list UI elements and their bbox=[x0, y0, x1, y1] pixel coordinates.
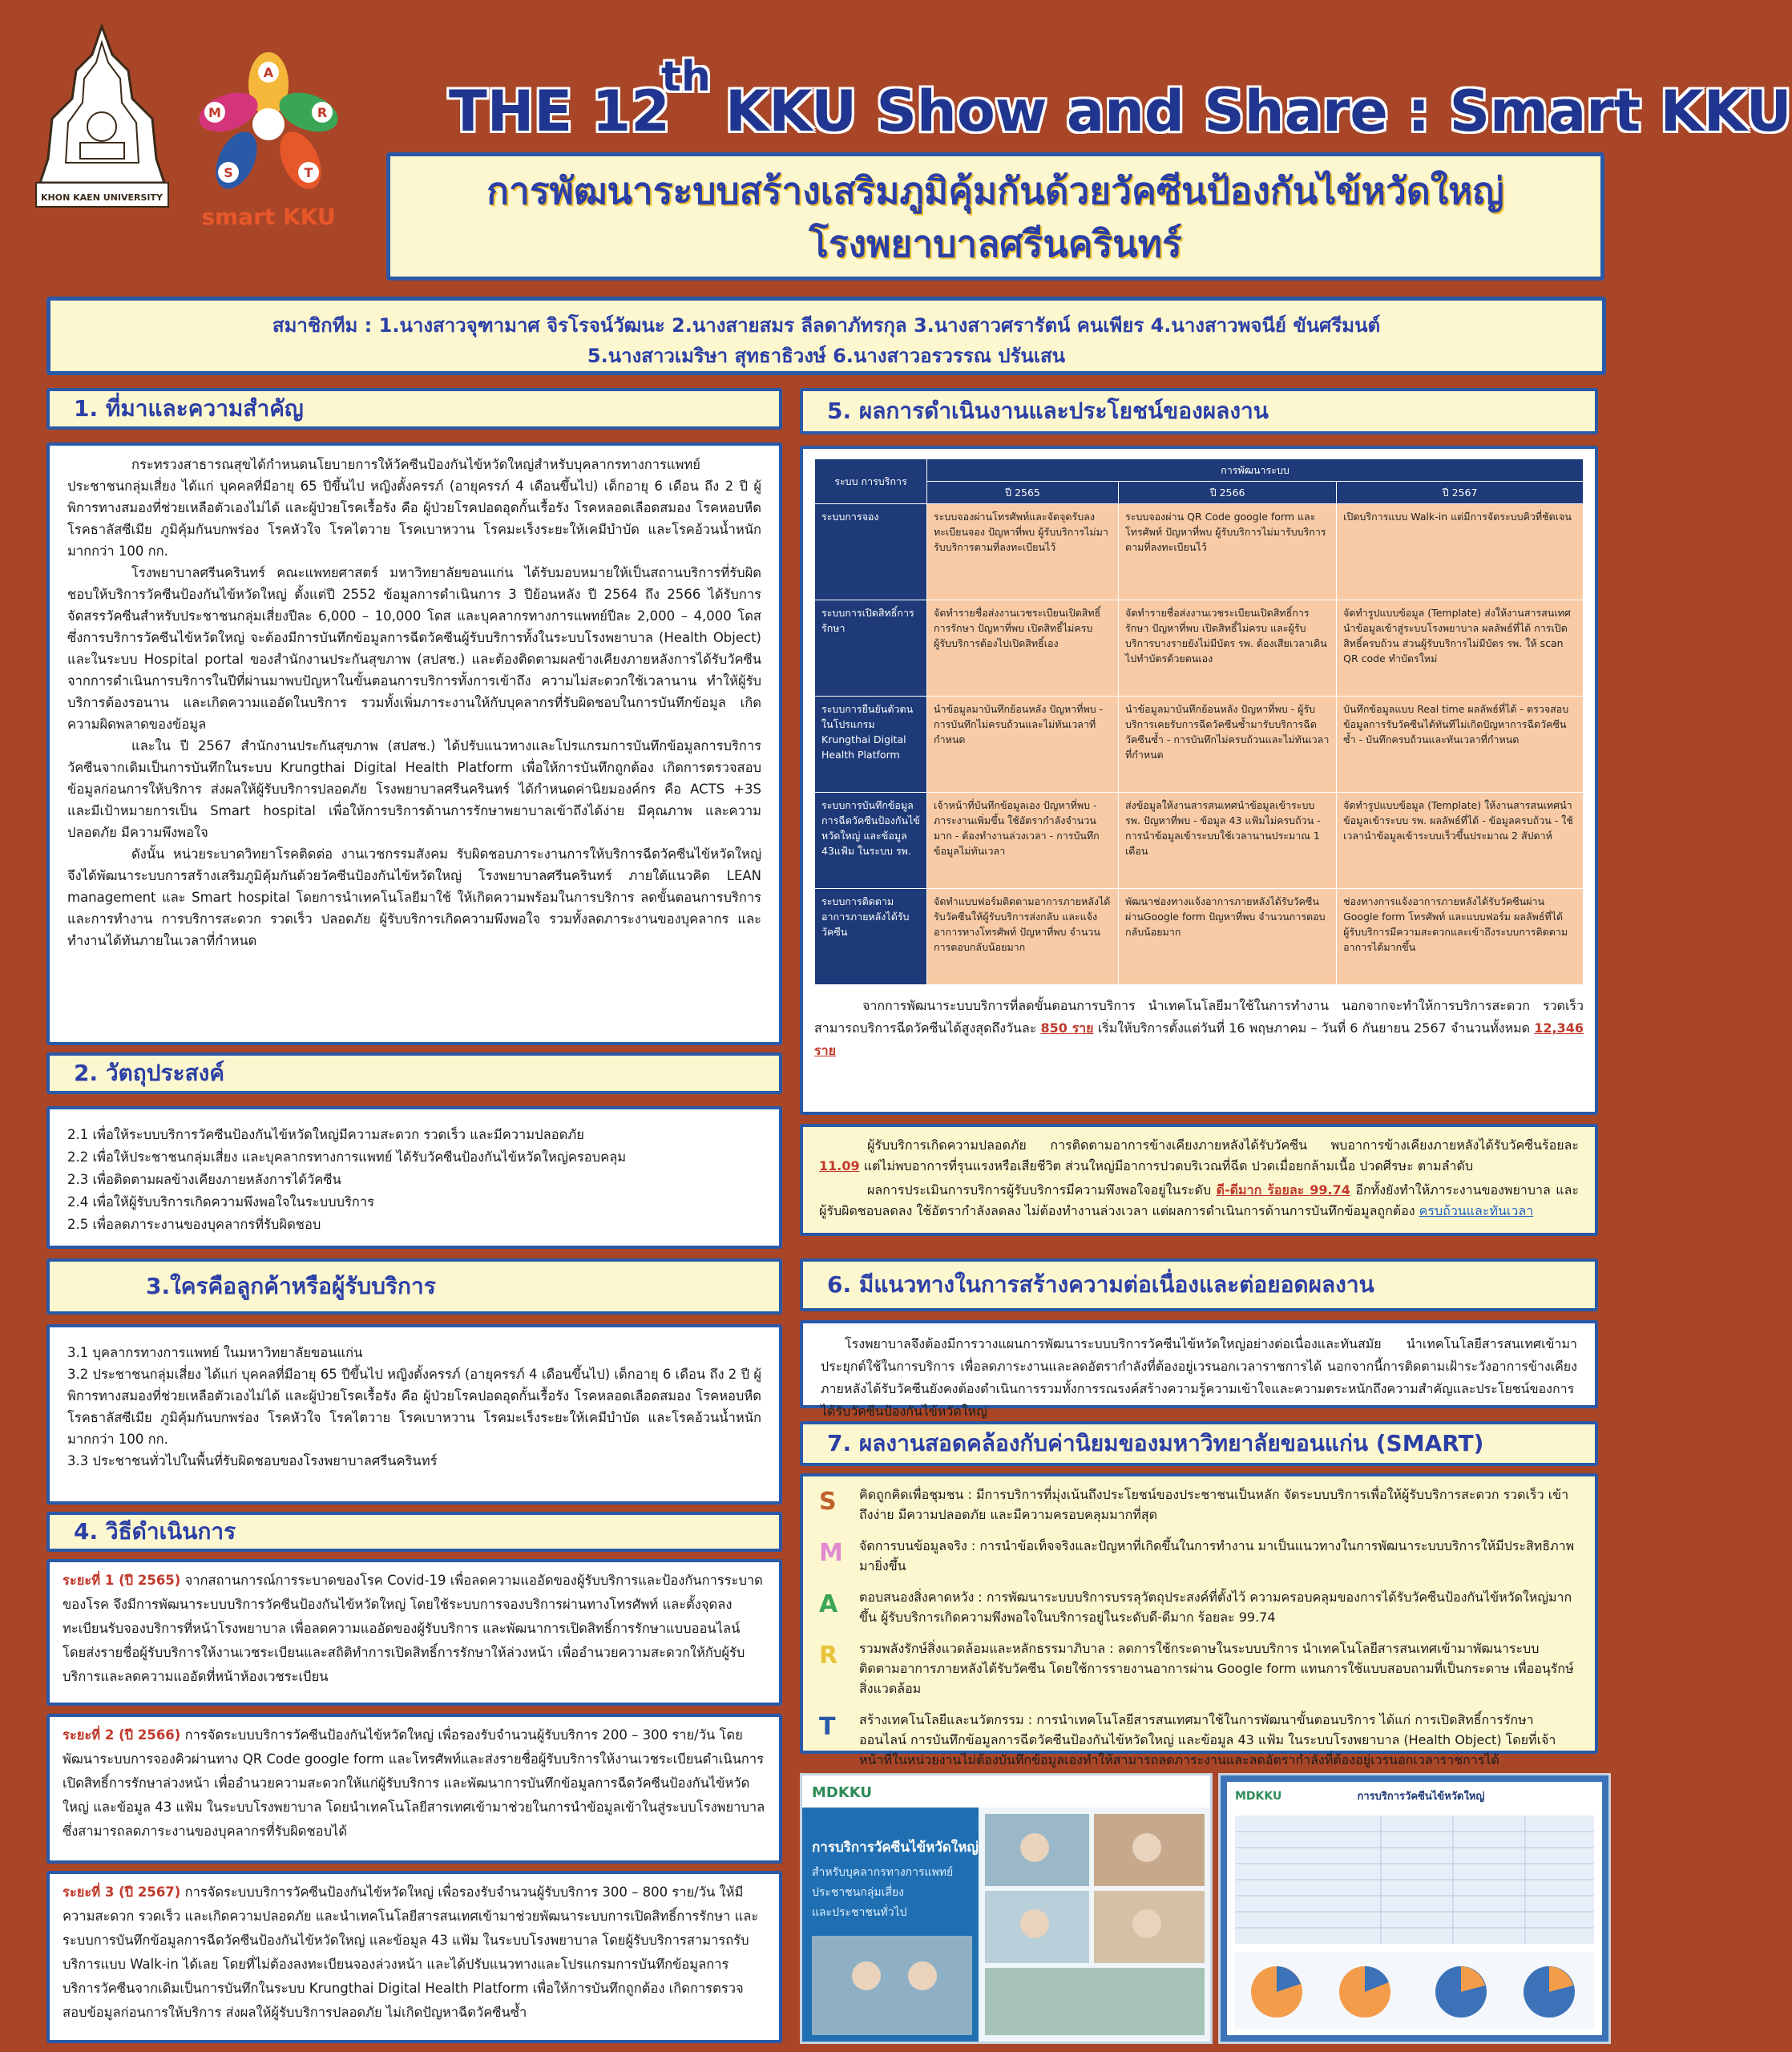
smart-value-text: สร้างเทคโนโลยีและนวัตกรรม : การนำเทคโนโลยีสารสนเทศมาใช้ในการพัฒนาขั้นตอนบริการ ได้แก่ การเปิดสิทธิ์การรักษาออนไลน์ การบันทึกข้อมูลการฉีดวัคซีนป้องกันไข้หวัดใหญ่ และข้อมูล 43 แฟ้ม ในระบบโรงพยาบาล (Health Object) โดยที่เจ้าหน้าที่ในหน่วยงานไม่ต้องบันทึกข้อมูลเองทำให้สามารถลดภาระงานและลดอัตรากำลังที่ต้องอยู่เวรนอกเวลาราชการได้ bbox=[859, 1712, 1556, 1767]
max-per-day: 850 ราย bbox=[1040, 1020, 1094, 1036]
img2-brand: MDKKU bbox=[1235, 1790, 1282, 1803]
phase3-text: การจัดระบบบริการวัคซีนป้องกันไข้หวัดใหญ่ เพื่อรองรับจำนวนผู้รับบริการ 300 – 800 ราย/วัน ให้มีความสะดวก รวดเร็ว และเกิดความปลอดภัย และนำเทคโนโลยีสารสนเทศเข้ามาช่วยพัฒนาระบบการเปิดสิทธิ์การรักษา และระบบการบันทึกข้อมูลการฉีดวัคซีนป้องกันไข้หวัดใหญ่ และข้อมูล 43 แฟ้ม ในระบบโรงพยาบาล โดยผู้รับบริการสามารถรับบริการแบบ Walk-in ได้เลย โดยที่ไม่ต้องลงทะเบียนจองล่วงหน้า และได้ปรับแนวทางและโปรแกรมการบันทึกข้อมูลการบริการวัคซีนจากเดิมเป็นการบันทึกในระบบ Krungthai Digital Health Platform เพื่อให้การบันทึกถูกต้อง เกิดการตรวจสอบข้อมูลก่อนการให้บริการ ส่งผลให้ผู้รับบริการปลอดภัย ไม่เกิดปัญหาฉีดวัคซีนซ้ำ bbox=[63, 1884, 759, 2020]
img1-sub1: สำหรับบุคลากรทางการแพทย์ bbox=[812, 1866, 954, 1879]
team-line1: สมาชิกทีม : 1.นางสาวจุฑามาศ จิรโรจน์วัฒนะ 2.นางสายสมร ลีลดาภัทรกุล 3.นางสาวศรารัตน์ คนเพียร 4.นางสาวพจนีย์ ขันศรีมนต์ bbox=[272, 314, 1381, 337]
satisfaction-rate: ดี-ดีมาก ร้อยละ 99.74 bbox=[1216, 1182, 1350, 1198]
kku-logo bbox=[32, 22, 172, 215]
section6-body bbox=[800, 1320, 1598, 1419]
event-title bbox=[353, 16, 1792, 144]
table-cell: ส่งข้อมูลให้งานสารสนเทศนำข้อมูลเข้าระบบ รพ. ปัญหาที่พบ - ข้อมูล 43 แฟ้มไม่ครบถ้วน - การนำข้อมูลเข้าระบบใช้เวลานานประมาณ 1 เดือน bbox=[1119, 793, 1337, 889]
img1-sub2: ประชาชนกลุ่มเสี่ยง bbox=[812, 1886, 905, 1899]
phase3-box bbox=[46, 1871, 782, 2043]
section5-body bbox=[800, 446, 1598, 1115]
smart-value-text: คิดถูกคิดเพื่อชุมชน : มีการบริการที่มุ่งเน้นถึงประโยชน์ของประชาชนเป็นหลัก จัดระบบบริการเพื่อให้ผู้รับบริการสะดวก รวดเร็ว เข้าถึงง่าย มีความปลอดภัย และมีความครอบคลุมมากที่สุด bbox=[859, 1487, 1569, 1522]
outcome-text: อีกทั้งยังทำให้ภาระงานของพยาบาล และผู้รับผิดชอบลดลง ใช้อัตรากำลังลดลง ไม่ต้องทำงานล่วงเวลา แต่ผลการดำเนินการด้านการบันทึกข้อมูลถูกต้อง bbox=[819, 1182, 1580, 1218]
smart-kku-logo bbox=[192, 44, 345, 252]
section1-paragraph: โรงพยาบาลศรีนครินทร์ คณะแพทยศาสตร์ มหาวิทยาลัยขอนแก่น ได้รับมอบหมายให้เป็นสถานบริการที่รับผิดชอบให้บริการวัคซีนป้องกันไข้หวัดใหญ่ ตั้งแต่ปี 2552 ข้อมูลการดำเนินการ 3 ปีย้อนหลัง ปี 2564 ถึง 2566 ได้รับการจัดสรรวัคซีนสำหรับประชาชนกลุ่มเสี่ยงปีละ 6,000 – 10,000 โดส และบุคลากรทางการแพทย์ปีละ 2,000 – 4,000 โดส ซึ่งการบริการวัคซีนไข้หวัดใหญ่ จะต้องมีการบันทึกข้อมูลการฉีดวัคซีนผู้รับบริการทั้งในระบบโรงพยาบาล (Health Object) และในระบบ Hospital portal ของสำนักงานประกันสุขภาพ (สปสช.) และต้องติดตามผลข้างเคียงภายหลังการได้รับวัคซีน จากการดำเนินการบริการในปีที่ผ่านมาพบปัญหาในขั้นตอนการบริการทั้งการเข้าถึง ความไม่สะดวกใช้เวลานาน ทำให้ผู้รับบริการต้องรอนาน และเกิดความแออัดในบริการ รวมทั้งเพิ่มภาระงานให้กับบุคลากรที่รับผิดชอบในการบันทึกข้อมูล เกิดความผิดพลาดของข้อมูล bbox=[67, 565, 761, 732]
table-cell: นำข้อมูลมาบันทึกย้อนหลัง ปัญหาที่พบ - ผู้รับบริการเคยรับการฉีดวัคซีนซ้ำมารับบริการฉีดวัคซีนซ้ำ - การบันทึกไม่ครบถ้วนและไม่ทันเวลาที่กำหนด bbox=[1119, 697, 1337, 793]
smart-letter: T bbox=[819, 1713, 836, 1741]
table-cell: ระบบจองผ่าน QR Code google form และโทรศัพท์ ปัญหาที่พบ ผู้รับบริการไม่มารับบริการตามที่ลงทะเบียนไว้ bbox=[1119, 504, 1337, 600]
project-title-line1: การพัฒนาระบบสร้างเสริมภูมิคุ้มกันด้วยวัคซีนป้องกันไข้หวัดใหญ่ bbox=[486, 169, 1504, 212]
section6-heading: 6. มีแนวทางในการสร้างความต่อเนื่องและต่อยอดผลงาน bbox=[800, 1258, 1598, 1311]
section5-heading: 5. ผลการดำเนินงานและประโยชน์ของผลงาน bbox=[800, 388, 1598, 434]
total-served: 12,346 ราย bbox=[814, 1020, 1584, 1058]
phase2-box bbox=[46, 1714, 782, 1864]
smart-value-item bbox=[819, 1587, 1579, 1627]
section2-heading: 2. วัตถุประสงค์ bbox=[46, 1052, 782, 1094]
phase1-box bbox=[46, 1559, 782, 1706]
table-cell: ช่องทางการแจ้งอาการภายหลังได้รับวัคซีนผ่าน Google form โทรศัพท์ และแบบฟอร์ม ผลลัพธ์ที่ได้ ผู้รับบริการมีความสะดวกและเข้าถึงระบบการติดตามอาการได้มากขึ้น bbox=[1337, 889, 1584, 985]
smart-letter-m: M bbox=[208, 105, 221, 120]
section1-paragraph: และใน ปี 2567 สำนักงานประกันสุขภาพ (สปสช.) ได้ปรับแนวทางและโปรแกรมการบันทึกข้อมูลการบริการวัคซีนจากเดิมเป็นการบันทึกในระบบ Krungthai Digital Health Platform เพื่อให้การบันทึกถูกต้อง เกิดการตรวจสอบข้อมูลก่อนการให้บริการ ส่งผลให้ผู้รับบริการปลอดภัย โรงพยาบาลศรีนครินทร์ ได้กำหนดค่านิยมองค์กร คือ ACTS +3S และมีเป้าหมายการเป็น Smart hospital เพื่อให้การบริการด้านการรักษาพยาบาลเข้าถึงได้ง่าย มีคุณภาพ และความปลอดภัย มีความพึงพอใจ bbox=[67, 738, 761, 840]
table-header-year: ปี 2565 bbox=[927, 482, 1119, 504]
table-cell-system: ระบบการจอง bbox=[815, 504, 927, 600]
outcome-text: แต่ไม่พบอาการที่รุนแรงหรือเสียชีวิต ส่วนใหญ่มีอาการปวดบริเวณที่ฉีด ปวดเมื่อยกล้ามเนื้อ ปวดศีรษะ ตามลำดับ bbox=[859, 1158, 1474, 1173]
development-table bbox=[814, 458, 1584, 985]
table-cell: เปิดบริการแบบ Walk-in แต่มีการจัดระบบคิวที่ชัดเจน bbox=[1337, 504, 1584, 600]
table-row bbox=[815, 889, 1584, 985]
img1-sub3: และประชาชนทั่วไป bbox=[812, 1906, 907, 1919]
smart-value-item bbox=[819, 1710, 1579, 1770]
table-cell-system: ระบบการยืนยันตัวตนในโปรแกรม Krungthai Digital Health Platform bbox=[815, 697, 927, 793]
summary-text: เริ่มให้บริการตั้งแต่วันที่ 16 พฤษภาคม – วันที่ 6 กันยายน 2567 จำนวนทั้งหมด bbox=[1093, 1020, 1535, 1036]
table-row bbox=[815, 697, 1584, 793]
objective-item: 2.4 เพื่อให้ผู้รับบริการเกิดความพึงพอใจในระบบบริการ bbox=[67, 1194, 374, 1210]
table-cell-system: ระบบการเปิดสิทธิ์การรักษา bbox=[815, 600, 927, 697]
table-cell: พัฒนาช่องทางแจ้งอาการภายหลังได้รับวัคซีน ผ่านGoogle form ปัญหาที่พบ จำนวนการตอบกลับน้อยมาก bbox=[1119, 889, 1337, 985]
section4-heading: 4. วิธีดำเนินการ bbox=[46, 1512, 782, 1552]
service-photo-collage bbox=[800, 1773, 1213, 2044]
summary-text: จากการพัฒนาระบบบริการที่ลดขั้นตอนการบริการ นำเทคโนโลยีมาใช้ในการทำงาน นอกจากจะทำให้การบริการสะดวก รวดเร็วสามารถบริการฉีดวัคซีนได้สูงสุดถึงวันละ bbox=[814, 998, 1584, 1036]
service-infographic bbox=[1218, 1773, 1611, 2044]
table-cell: จัดทำรายชื่อส่งงานเวชระเบียนเปิดสิทธิ์การรักษา ปัญหาที่พบ เปิดสิทธิ์ไม่ครบ ผู้รับบริการต้องไปเปิดสิทธิ์เอง bbox=[927, 600, 1119, 697]
section1-heading: 1. ที่มาและความสำคัญ bbox=[46, 388, 782, 430]
team-line2: 5.นางสาวเมริษา สุทธาธิวงษ์ 6.นางสาวอรวรรณ ปรันเสน bbox=[587, 345, 1066, 367]
event-title-part1: THE 12 bbox=[449, 79, 670, 144]
smart-value-item bbox=[819, 1536, 1579, 1576]
table-cell: จัดทำรูปแบบข้อมูล (Template) ส่งให้งานสารสนเทศนำข้อมูลเข้าสู่ระบบโรงพยาบาล ผลลัพธ์ที่ได้ การเปิดสิทธิ์ครบถ้วน ส่วนผู้รับบริการไม่มีบัตร รพ. ให้ scan QR code ทำบัตรใหม่ bbox=[1337, 600, 1584, 697]
table-header-system: ระบบ การบริการ bbox=[815, 459, 927, 504]
customer-item: 3.2 ประชาชนกลุ่มเสี่ยง ได้แก่ บุคคลที่มีอายุ 65 ปีขึ้นไป หญิงตั้งครรภ์ (อายุครรภ์ 4 เดือนขึ้นไป) เด็กอายุ 6 เดือน ถึง 2 ปี ผู้พิการทางสมองที่ช่วยเหลือตัวเองไม่ได้ และผู้ป่วยโรคเรื้อรัง คือ ผู้ป่วยโรคปอดอุดกั้นเรื้อรัง โรคหลอดเลือดสมอง โรคหอบหืด โรคธาลัสซีเมีย ภูมิคุ้มกันบกพร่อง โรคหัวใจ โรคไตวาย โรคเบาหวาน โรคมะเร็งระยะให้เคมีบำบัด และโรคอ้วนน้ำหนักมากกว่า 100 กก. bbox=[67, 1367, 761, 1447]
table-row bbox=[815, 600, 1584, 697]
event-title-sup: th bbox=[661, 53, 711, 101]
section1-body bbox=[46, 442, 782, 1045]
project-title bbox=[386, 152, 1604, 281]
section1-paragraph: ดังนั้น หน่วยระบาดวิทยาโรคติดต่อ งานเวชกรรมสังคม รับผิดชอบภาระงานการให้บริการฉีดวัคซีนไข้หวัดใหญ่ จึงได้พัฒนาระบบการสร้างเสริมภูมิคุ้มกันด้วยวัคซีนป้องกันไข้หวัดใหญ่ โรงพยาบาลศรีนครินทร์ ภายใต้แนวคิด LEAN management และ Smart hospital โดยการนำเทคโนโลยีมาใช้ ให้เกิดความพร้อมในการบริการ ลดขั้นตอนการบริการและการทำงาน การบริการสะดวก รวดเร็ว ปลอดภัย ผู้รับบริการเกิดความพึงพอใจ รวมทั้งลดภาระงานของบุคลากร และทำงานได้ทันภายในเวลาที่กำหนด bbox=[67, 846, 761, 948]
customer-item: 3.1 บุคลากรทางการแพทย์ ในมหาวิทยาลัยขอนแก่น bbox=[67, 1345, 363, 1360]
side-effect-rate: 11.09 bbox=[819, 1158, 860, 1173]
table-cell: จัดทำรายชื่อส่งงานเวชระเบียนเปิดสิทธิ์การรักษา ปัญหาที่พบ เปิดสิทธิ์ไม่ครบ และผู้รับบริการบางรายยังไม่มีบัตร รพ. ต้องเสียเวลาเดินไปทำบัตรด้วยตนเอง bbox=[1119, 600, 1337, 697]
table-header-year: ปี 2567 bbox=[1337, 482, 1584, 504]
results-outcome-box bbox=[800, 1124, 1598, 1236]
outcome-text: ผู้รับบริการเกิดความปลอดภัย การติดตามอาการข้างเคียงภายหลังได้รับวัคซีน พบอาการข้างเคียงภายหลังได้รับวัคซีนร้อยละ bbox=[867, 1137, 1579, 1153]
team-members bbox=[46, 297, 1606, 375]
table-cell: จัดทำแบบฟอร์มติดตามอาการภายหลังได้รับวัคซีนให้ผู้รับบริการส่งกลับ และแจ้งอาการทางโทรศัพท์ ปัญหาที่พบ จำนวนการตอบกลับน้อยมาก bbox=[927, 889, 1119, 985]
table-row bbox=[815, 793, 1584, 889]
results-summary bbox=[814, 995, 1584, 1062]
table-cell-system: ระบบการบันทึกข้อมูลการฉีดวัคซีนป้องกันไข้หวัดใหญ่ และข้อมูล 43แฟ้ม ในระบบ รพ. bbox=[815, 793, 927, 889]
objective-item: 2.1 เพื่อให้ระบบบริการวัคซีนป้องกันไข้หวัดใหญ่มีความสะดวก รวดเร็ว และมีความปลอดภัย bbox=[67, 1127, 584, 1142]
customer-item: 3.3 ประชาชนทั่วไปในพื้นที่รับผิดชอบของโรงพยาบาลศรีนครินทร์ bbox=[67, 1453, 438, 1468]
section7-body bbox=[800, 1473, 1598, 1767]
table-cell: นำข้อมูลมาบันทึกย้อนหลัง ปัญหาที่พบ - การบันทึกไม่ครบถ้วนและไม่ทันเวลาที่กำหนด bbox=[927, 697, 1119, 793]
smart-value-text: รวมพลังรักษ์สิ่งแวดล้อมและหลักธรรมาภิบาล : ลดการใช้กระดาษในระบบบริการ นำเทคโนโลยีสารสนเทศเข้ามาพัฒนาระบบติดตามอาการภายหลังได้รับวัคซีน โดยใช้การรายงานอาการผ่าน Google form แทนการใช้แบบสอบถามที่เป็นกระดาษ เพื่ออนุรักษ์สิ่งแวดล้อม bbox=[859, 1641, 1574, 1696]
section2-body bbox=[46, 1106, 782, 1249]
phase2-text: การจัดระบบบริการวัคซีนป้องกันไข้หวัดใหญ่ เพื่อรองรับจำนวนผู้รับบริการ 200 – 300 ราย/วัน โดยพัฒนาระบบการจองคิวผ่านทาง QR Code google form และโทรศัพท์และส่งรายชื่อผู้รับบริการให้งานเวชระเบียนดำเนินการเปิดสิทธิ์การรักษาล่วงหน้า เพื่ออำนวยความสะดวกให้แก่ผู้รับบริการ และพัฒนาการบันทึกข้อมูลการฉีดวัคซีนป้องกันไข้หวัดใหญ่ และข้อมูล 43 แฟ้ม ในระบบโรงพยาบาล โดยนำเทคโนโลยีสารเทศเข้ามาช่วยในการนำข้อมูลเข้าในสู่ระบบโรงพยาบาล ซึ่งสามารถลดภาระงานของบุคลากรที่รับผิดชอบได้ bbox=[63, 1727, 765, 1839]
img2-title: การบริการวัคซีนไข้หวัดใหญ่ bbox=[1357, 1791, 1485, 1803]
smart-letter: A bbox=[819, 1590, 838, 1618]
smart-letter: S bbox=[819, 1488, 837, 1516]
kku-logo-text: KHON KAEN UNIVERSITY bbox=[41, 192, 163, 203]
table-header-year: ปี 2566 bbox=[1119, 482, 1337, 504]
table-cell: เจ้าหน้าที่บันทึกข้อมูลเอง ปัญหาที่พบ - ภาระงานเพิ่มขึ้น ใช้อัตรากำลังจำนวนมาก - ต้องทำงานล่วงเวลา - การบันทึกข้อมูลไม่ทันเวลา bbox=[927, 793, 1119, 889]
smart-letter-a: A bbox=[263, 65, 274, 80]
recording-quality: ครบถ้วนและทันเวลา bbox=[1419, 1203, 1534, 1218]
section3-heading: 3.ใครคือลูกค้าหรือผู้รับบริการ bbox=[46, 1258, 782, 1315]
img1-title: การบริการวัคซีนไข้หวัดใหญ่ bbox=[812, 1840, 979, 1856]
smart-value-text: ตอบสนองสิ่งคาดหวัง : การพัฒนาระบบบริการบรรลุวัตถุประสงค์ที่ตั้งไว้ ความครอบคลุมของการได้รับวัคซีนป้องกันไข้หวัดใหญ่มากขึ้น ผู้รับบริการเกิดความพึงพอใจในบริการอยู่ในระดับดี-ดีมาก ร้อยละ 99.74 bbox=[859, 1589, 1572, 1625]
table-cell: บันทึกข้อมูลแบบ Real time ผลลัพธ์ที่ได้ - ตรวจสอบข้อมูลการรับวัคซีนได้ทันทีไม่เกิดปัญหาการฉีดวัคซีนซ้ำ - บันทึกครบถ้วนและทันเวลาที่กำหนด bbox=[1337, 697, 1584, 793]
smart-letter: R bbox=[819, 1642, 838, 1670]
smart-value-item bbox=[819, 1638, 1579, 1699]
outcome-text: ผลการประเมินการบริการผู้รับบริการมีความพึงพอใจอยู่ในระดับ bbox=[867, 1182, 1217, 1198]
table-cell: จัดทำรูปแบบข้อมูล (Template) ให้งานสารสนเทศนำข้อมูลเข้าระบบ รพ. ผลลัพธ์ที่ได้ - ข้อมูลครบถ้วน - ใช้เวลานำข้อมูลเข้าระบบเร็วขึ้นประมาณ 2 สัปดาห์ bbox=[1337, 793, 1584, 889]
phase1-text: จากสถานการณ์การระบาดของโรค Covid-19 เพื่อลดความแออัดของผู้รับบริการและป้องกันการระบาดของโรค จึงมีการพัฒนาระบบบริการวัคซีนป้องกันไข้หวัดใหญ่ โดยใช้ระบบการจองบริการผ่านทางโทรศัพท์ และตั้งจุดลงทะเบียนรับจองบริการที่หน้าโรงพยาบาล เพื่อลดความแออัดของผู้รับบริการ และพัฒนาการเปิดสิทธิ์การรักษาแบบออนไลน์ โดยส่งรายชื่อผู้รับบริการให้งานเวชระเบียนและสถิติทำการเปิดสิทธิ์การรักษาให้ล่วงหน้า เพื่ออำนวยความสะดวกให้กับผู้รับบริการและลดความแออัดที่หน้าห้องเวชระเบียน bbox=[63, 1573, 763, 1684]
img1-brand: MDKKU bbox=[812, 1784, 873, 1801]
smart-letter: M bbox=[819, 1539, 843, 1567]
section3-body bbox=[46, 1324, 782, 1505]
table-cell: ระบบจองผ่านโทรศัพท์และจัดจุดรับลงทะเบียนจอง ปัญหาที่พบ ผู้รับบริการไม่มารับบริการตามที่ลงทะเบียนไว้ bbox=[927, 504, 1119, 600]
phase1-label: ระยะที่ 1 (ปี 2565) bbox=[63, 1573, 181, 1588]
outcome-safety bbox=[819, 1135, 1579, 1177]
objective-item: 2.5 เพื่อลดภาระงานของบุคลากรที่รับผิดชอบ bbox=[67, 1217, 321, 1232]
project-title-line2: โรงพยาบาลศรีนครินทร์ bbox=[809, 222, 1182, 265]
event-title-part2: KKU Show and Share : Smart KKU bbox=[725, 79, 1792, 144]
objective-item: 2.3 เพื่อติดตามผลข้างเคียงภายหลังการได้วัคซีน bbox=[67, 1172, 341, 1187]
smart-letter-t: T bbox=[304, 165, 313, 180]
phase2-label: ระยะที่ 2 (ปี 2566) bbox=[63, 1727, 181, 1743]
outcome-satisfaction bbox=[819, 1180, 1579, 1222]
table-header-development: การพัฒนาระบบ bbox=[927, 459, 1584, 482]
smart-letter-r: R bbox=[317, 105, 328, 120]
smart-logo-text: smart KKU bbox=[201, 204, 336, 230]
smart-value-item bbox=[819, 1484, 1579, 1525]
smart-value-text: จัดการบนข้อมูลจริง : การนำข้อเท็จจริงและปัญหาที่เกิดขึ้นในการทำงาน มาเป็นแนวทางในการพัฒนาระบบบริการให้มีประสิทธิภาพมายิ่งขึ้น bbox=[859, 1538, 1575, 1573]
smart-letter-s: S bbox=[224, 165, 233, 180]
continuity-text: โรงพยาบาลจึงต้องมีการวางแผนการพัฒนาระบบบริการวัคซีนไข้หวัดใหญ่อย่างต่อเนื่องและทันสมัย นำเทคโนโลยีสารสนเทศเข้ามาประยุกต์ใช้ในการบริการ เพื่อลดภาระงานและลดอัตรากำลังที่ต้องอยู่เวรนอกเวลาราชการได้ นอกจากนี้การติดตามเฝ้าระวังอาการข้างเคียงภายหลังได้รับวัคซีนยังคงต้องดำเนินการรวมทั้งการรณรงค์สร้างความรู้ความเข้าใจและความตระหนักถึงความสำคัญและประโยชน์ของการได้รับวัคซีนป้องกันไข้หวัดใหญ่ bbox=[821, 1336, 1577, 1419]
table-row bbox=[815, 504, 1584, 600]
section7-heading: 7. ผลงานสอดคล้องกับค่านิยมของมหาวิทยาลัยขอนแก่น (SMART) bbox=[800, 1421, 1598, 1466]
section1-paragraph: กระทรวงสาธารณสุขได้กำหนดนโยบายการให้วัคซีนป้องกันไข้หวัดใหญ่สำหรับบุคลากรทางการแพทย์ ประชาชนกลุ่มเสี่ยง ได้แก่ บุคคลที่มีอายุ 65 ปีขึ้นไป หญิงตั้งครรภ์ (อายุครรภ์ 4 เดือนขึ้นไป) เด็กอายุ 6 เดือน ถึง 2 ปี ผู้พิการทางสมองที่ช่วยเหลือตัวเองไม่ได้ และผู้ป่วยโรคเรื้อรัง คือ ผู้ป่วยโรคปอดอุดกั้นเรื้อรัง โรคหลอดเลือดสมอง โรคหอบหืด โรคธาลัสซีเมีย ภูมิคุ้มกันบกพร่อง โรคหัวใจ โรคไตวาย โรคเบาหวาน โรคมะเร็งระยะให้เคมีบำบัด และโรคอ้วนน้ำหนักมากกว่า 100 กก. bbox=[67, 457, 761, 559]
table-cell-system: ระบบการติดตามอาการภายหลังได้รับวัคซีน bbox=[815, 889, 927, 985]
objective-item: 2.2 เพื่อให้ประชาชนกลุ่มเสี่ยง และบุคลากรทางการแพทย์ ได้รับวัคซีนป้องกันไข้หวัดใหญ่ครอบคลุม bbox=[67, 1149, 627, 1165]
phase3-label: ระยะที่ 3 (ปี 2567) bbox=[63, 1884, 181, 1900]
